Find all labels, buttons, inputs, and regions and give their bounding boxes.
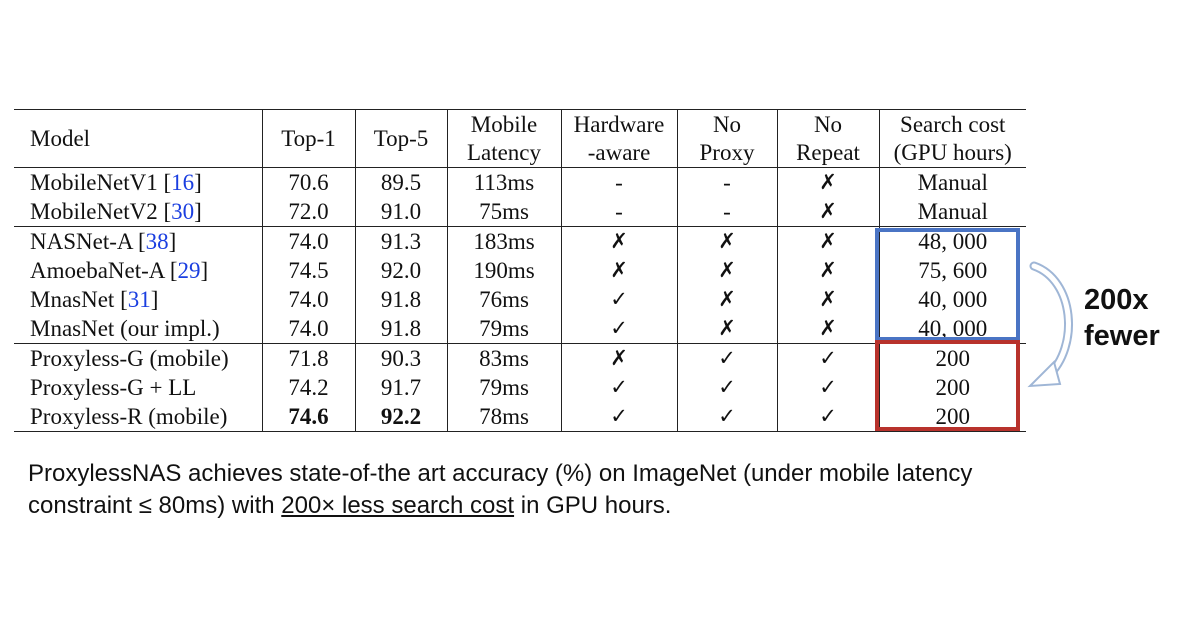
cell-repeat: ✗ xyxy=(777,256,879,285)
cell-cost: 48, 000 xyxy=(879,227,1026,257)
cell-repeat: ✗ xyxy=(777,314,879,344)
cell-latency: 83ms xyxy=(447,344,561,374)
cell-top1: 74.5 xyxy=(262,256,355,285)
cell-cost: 40, 000 xyxy=(879,314,1026,344)
citation-link[interactable]: 38 xyxy=(145,229,169,254)
cell-top1: 72.0 xyxy=(262,197,355,227)
citation-link[interactable]: 31 xyxy=(127,287,151,312)
cell-top5: 89.5 xyxy=(355,168,447,198)
annotation-line2: fewer xyxy=(1084,320,1160,352)
cell-proxy: ✓ xyxy=(677,402,777,432)
table-row xyxy=(14,168,1026,198)
citation-link[interactable]: 29 xyxy=(177,258,201,283)
cell-top5: 91.8 xyxy=(355,285,447,314)
cell-cost: 75, 600 xyxy=(879,256,1026,285)
cell-repeat: ✓ xyxy=(777,344,879,374)
cell-hw: ✓ xyxy=(561,285,677,314)
cell-top5: 92.0 xyxy=(355,256,447,285)
header-latency: Mobile Latency xyxy=(447,110,561,168)
cell-model: MobileNetV1 [16] xyxy=(30,170,202,195)
header-top5: Top-5 xyxy=(355,110,447,168)
cell-hw: ✗ xyxy=(561,227,677,257)
cell-top1: 74.0 xyxy=(262,227,355,257)
cell-top1: 74.6 xyxy=(262,402,355,432)
cell-model: Proxyless-G + LL xyxy=(30,375,197,400)
table-row xyxy=(14,197,1026,227)
header-search-cost: Search cost (GPU hours) xyxy=(879,110,1026,168)
cell-cost: Manual xyxy=(879,197,1026,227)
cell-latency: 75ms xyxy=(447,197,561,227)
cell-model: AmoebaNet-A [29] xyxy=(30,258,209,283)
cell-top5: 92.2 xyxy=(355,402,447,432)
cell-cost: 200 xyxy=(879,402,1026,432)
cell-repeat: ✗ xyxy=(777,285,879,314)
cell-proxy: ✓ xyxy=(677,344,777,374)
cell-repeat: ✓ xyxy=(777,373,879,402)
cell-proxy: - xyxy=(677,197,777,227)
cell-latency: 113ms xyxy=(447,168,561,198)
cell-repeat: ✗ xyxy=(777,227,879,257)
header-no-repeat: No Repeat xyxy=(777,110,879,168)
cell-cost: 200 xyxy=(879,373,1026,402)
cell-top5: 91.0 xyxy=(355,197,447,227)
cell-model: NASNet-A [38] xyxy=(30,229,177,254)
cell-model: MnasNet (our impl.) xyxy=(14,314,262,344)
cell-hw: - xyxy=(561,168,677,198)
cell-top5: 90.3 xyxy=(355,344,447,374)
citation-link[interactable]: 16 xyxy=(171,170,195,195)
cell-repeat: ✗ xyxy=(777,168,879,198)
cell-proxy: ✗ xyxy=(677,227,777,257)
cell-model: Proxyless-G (mobile) xyxy=(30,346,229,371)
cell-repeat: ✗ xyxy=(777,197,879,227)
cell-model: Proxyless-R (mobile) xyxy=(14,402,262,432)
header-row xyxy=(14,110,1026,168)
cell-hw: - xyxy=(561,197,677,227)
cell-hw: ✗ xyxy=(561,344,677,374)
header-no-proxy: No Proxy xyxy=(677,110,777,168)
nas-baselines-highlight-box xyxy=(875,228,1020,341)
cell-top5: 91.3 xyxy=(355,227,447,257)
curved-arrow-icon xyxy=(1022,258,1084,394)
cell-latency: 78ms xyxy=(447,402,561,432)
cell-cost: 40, 000 xyxy=(879,285,1026,314)
annotation-line1: 200x xyxy=(1084,284,1149,316)
proxyless-highlight-box xyxy=(875,340,1020,431)
header-model: Model xyxy=(14,110,262,168)
cell-hw: ✓ xyxy=(561,373,677,402)
cell-latency: 79ms xyxy=(447,314,561,344)
cell-model: MnasNet [31] xyxy=(30,287,159,312)
cell-hw: ✓ xyxy=(561,402,677,432)
cell-proxy: ✗ xyxy=(677,285,777,314)
cell-latency: 190ms xyxy=(447,256,561,285)
caption: ProxylessNAS achieves state-of-the art accuracy (%) on ImageNet (under mobile latency constraint ≤ 80ms) with 200× less search cost in GPU hours. xyxy=(28,460,973,519)
underlined-phrase: 200× less search cost xyxy=(281,492,515,519)
cell-top5: 91.8 xyxy=(355,314,447,344)
cell-proxy: - xyxy=(677,168,777,198)
header-top1: Top-1 xyxy=(262,110,355,168)
cell-top1: 74.0 xyxy=(262,285,355,314)
cell-top1: 74.0 xyxy=(262,314,355,344)
cell-top1: 71.8 xyxy=(262,344,355,374)
citation-link[interactable]: 30 xyxy=(171,199,195,224)
header-hardware-aware: Hardware -aware xyxy=(561,110,677,168)
cell-model: MobileNetV2 [30] xyxy=(14,197,262,227)
cell-hw: ✓ xyxy=(561,314,677,344)
cell-repeat: ✓ xyxy=(777,402,879,432)
cell-proxy: ✗ xyxy=(677,314,777,344)
cell-proxy: ✓ xyxy=(677,373,777,402)
cell-top1: 74.2 xyxy=(262,373,355,402)
cell-cost: 200 xyxy=(879,344,1026,374)
cell-latency: 79ms xyxy=(447,373,561,402)
cell-latency: 76ms xyxy=(447,285,561,314)
cell-hw: ✗ xyxy=(561,256,677,285)
cell-cost: Manual xyxy=(879,168,1026,198)
cell-top5: 91.7 xyxy=(355,373,447,402)
cell-proxy: ✗ xyxy=(677,256,777,285)
cell-latency: 183ms xyxy=(447,227,561,257)
cell-top1: 70.6 xyxy=(262,168,355,198)
fewer-annotation xyxy=(1084,282,1160,354)
